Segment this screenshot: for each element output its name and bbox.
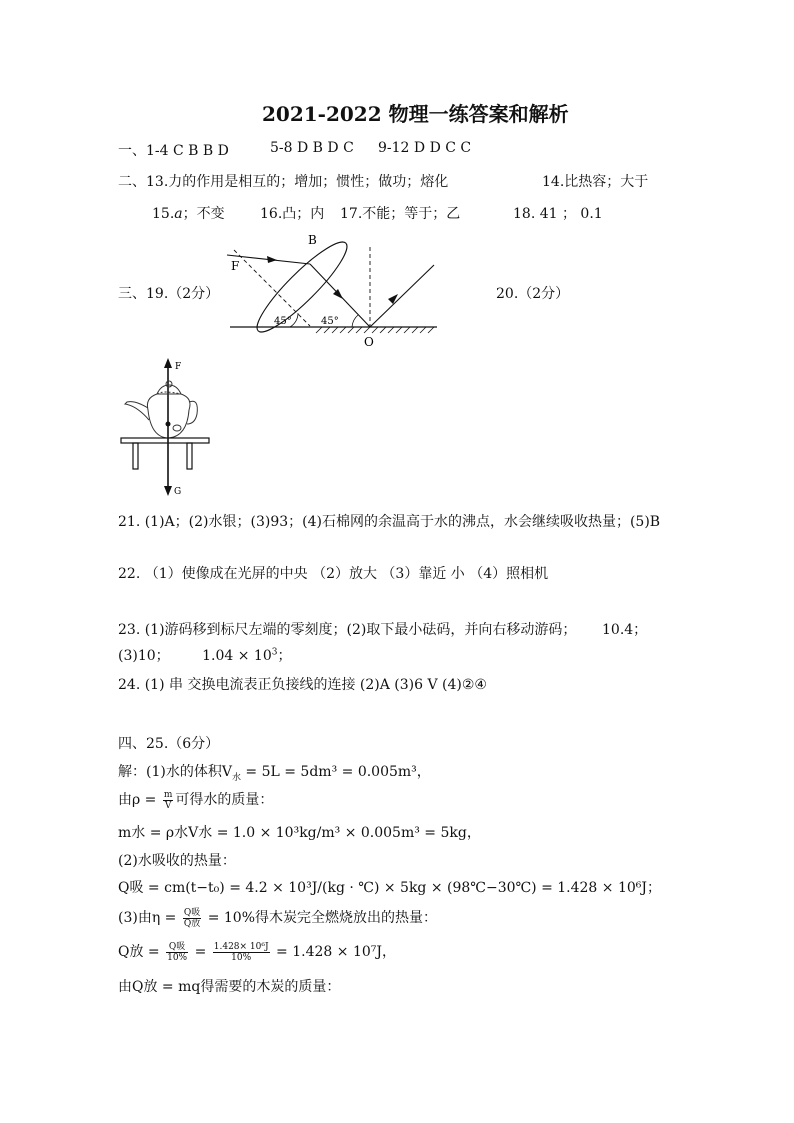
section1-answers xyxy=(118,140,229,160)
fraction-denominator: Q放 xyxy=(183,918,201,929)
solution-line-7-pre: Q放 = xyxy=(118,944,165,960)
heat-fraction-2 xyxy=(213,942,270,963)
answer-15 xyxy=(152,203,225,223)
force-G-arrow xyxy=(164,486,172,496)
label-G: G xyxy=(174,487,182,497)
answer-23-exponent: 3 xyxy=(271,647,278,658)
solution-line-2-pre: 由ρ = xyxy=(118,792,161,808)
solution-line-4: (2)水吸收的热量： xyxy=(118,853,236,869)
answer-23-density: 1.04 × 10 xyxy=(202,648,272,664)
teapot xyxy=(125,381,197,438)
reflected-ray xyxy=(370,265,434,327)
answer-15-rest: ；不变 xyxy=(182,206,225,222)
solution-line-6 xyxy=(118,907,437,929)
section4-heading: 四、25.（6分） xyxy=(118,736,220,752)
fraction-denominator: V xyxy=(164,800,172,811)
force-F-arrow xyxy=(164,358,172,368)
solution-line-7 xyxy=(118,941,396,963)
solution-line-6-post: = 10%得木炭完全燃烧放出的热量： xyxy=(203,910,437,926)
solution-line-1-text: 解：(1)水的体积V xyxy=(118,764,232,780)
question-20-label: 20.（2分） xyxy=(496,286,570,302)
answer-23-line2 xyxy=(118,645,291,665)
solution-line-6-pre: (3)由η = xyxy=(118,910,181,926)
answer-15-num: 15. xyxy=(152,206,175,222)
fraction-numerator: 1.428× 10⁶J xyxy=(213,941,269,952)
center-point xyxy=(166,422,171,427)
solution-line-5: Q吸 = cm(t−t₀) = 4.2 × 10³J/(kg · ℃) × 5kg × (98℃−30℃) = 1.428 × 10⁶J； xyxy=(118,880,662,896)
section2-line1-b: 14.比热容；大于 xyxy=(542,174,649,190)
answer-21: 21. (1)A；(2)水银；(3)93；(4)石棉网的余温高于水的沸点，水会继续吸收热量；(5)B xyxy=(118,514,661,530)
section1-label: 一、 xyxy=(118,143,146,159)
angle-arc-2 xyxy=(352,315,358,327)
table-leg-right xyxy=(187,443,192,469)
label-O: O xyxy=(364,335,374,349)
fraction-denominator: 10% xyxy=(231,952,252,963)
incident-arrow xyxy=(267,256,277,263)
fraction-numerator: Q吸 xyxy=(166,942,188,953)
solution-line-7-post: = 1.428 × 10⁷J， xyxy=(271,944,396,960)
solution-line-1-rest: = 5L = 5dm³ = 0.005m³， xyxy=(240,764,431,780)
fraction-numerator: m xyxy=(163,789,173,800)
figure-20-teapot-diagram xyxy=(115,358,225,503)
section2-line1-a: 二、13.力的作用是相互的；增加；惯性；做功；熔化 xyxy=(118,174,449,190)
answer-15-var: a xyxy=(174,206,183,222)
answer-18: 18. 41 ； 0.1 xyxy=(513,206,603,222)
answer-23-value: 10.4； xyxy=(602,622,648,638)
ground-hatch xyxy=(316,327,434,333)
label-B: B xyxy=(308,233,317,247)
answer-23-part3: (3)10； xyxy=(118,648,170,664)
label-F: F xyxy=(175,362,182,372)
efficiency-fraction xyxy=(183,908,201,929)
answer-23-line1: 23. (1)游码移到标尺左端的零刻度；(2)取下最小砝码，并向右移动游码； xyxy=(118,622,577,638)
question-19-label: 三、19.（2分） xyxy=(118,286,220,302)
label-angle-1: 45° xyxy=(274,316,292,327)
answer-22: 22. （1）使像成在光屏的中央 （2）放大 （3）靠近 小 （4）照相机 xyxy=(118,566,549,582)
answer-17: 17.不能；等于；乙 xyxy=(340,206,461,222)
solution-line-2-post: 可得水的质量： xyxy=(175,792,274,808)
label-F: F xyxy=(231,259,240,273)
answers-9-12: 9-12 D D C C xyxy=(378,140,472,156)
lens-ellipse xyxy=(248,233,355,340)
heat-fraction-1 xyxy=(166,942,188,963)
solution-line-2 xyxy=(118,789,273,811)
fraction-denominator: 10% xyxy=(167,952,188,963)
answers-1-4: 1-4 C B B D xyxy=(146,143,229,159)
solution-line-1-sub: 水 xyxy=(231,772,241,783)
table-leg-left xyxy=(133,443,138,469)
answers-5-8: 5-8 D B D C xyxy=(270,140,354,156)
figure-19-optics-diagram xyxy=(222,232,452,352)
page-title: 2021-2022 物理一练答案和解析 xyxy=(262,102,569,126)
solution-line-1 xyxy=(118,761,431,783)
table-top xyxy=(121,438,209,443)
solution-line-3: m水 = ρ水V水 = 1.0 × 10³kg/m³ × 0.005m³ = 5kg， xyxy=(118,825,481,841)
answer-24: 24. (1) 串 交换电流表正负接线的连接 (2)A (3)6 V (4)②④ xyxy=(118,677,487,693)
solution-line-7-mid: = xyxy=(190,944,211,960)
label-angle-2: 45° xyxy=(321,316,339,327)
fraction-numerator: Q吸 xyxy=(183,907,201,918)
answer-23-end: ； xyxy=(277,648,292,664)
answer-16: 16.凸；内 xyxy=(260,206,325,222)
density-fraction xyxy=(163,790,174,811)
solution-line-8: 由Q放 = mq得需要的木炭的质量： xyxy=(118,979,341,995)
reflected-arrow xyxy=(388,294,398,304)
